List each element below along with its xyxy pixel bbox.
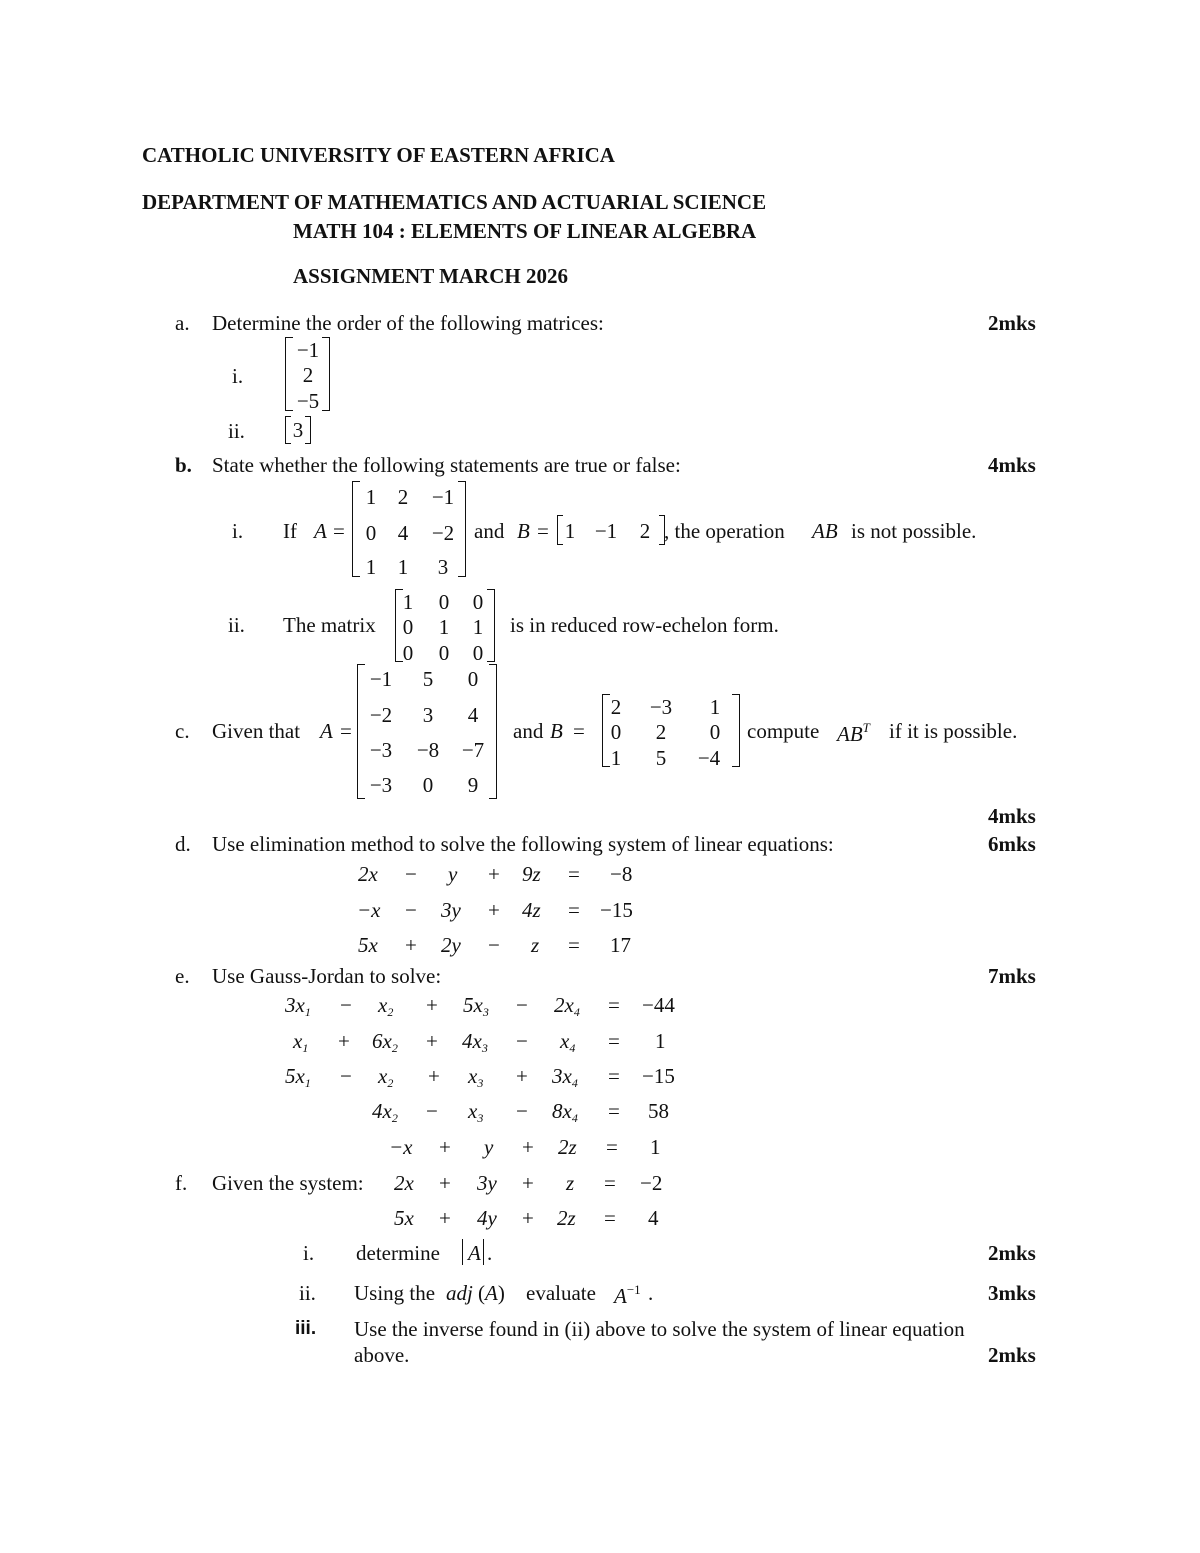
operator: − xyxy=(340,1064,352,1088)
question-a-ii-label: ii. xyxy=(228,419,245,443)
question-f-text: Given the system: xyxy=(212,1171,364,1195)
term: −x xyxy=(357,898,381,922)
term: $3x_1$ xyxy=(285,993,311,1019)
matrix-cell: 9 xyxy=(467,773,479,797)
matrix-c-B xyxy=(602,694,740,770)
matrix-cell: 2 xyxy=(397,485,409,509)
operator: = xyxy=(608,1029,620,1053)
term: 9z xyxy=(522,862,541,886)
term: 2x xyxy=(358,862,378,886)
question-d-text: Use elimination method to solve the following system of linear equations: xyxy=(212,832,834,856)
term: 5x xyxy=(358,933,378,957)
var-A: A xyxy=(485,1281,498,1305)
var-A: A xyxy=(468,1241,481,1265)
operator: − xyxy=(426,1099,438,1123)
question-f-i-marks: 2mks xyxy=(988,1241,1036,1265)
term: $5x_3$ xyxy=(463,993,489,1019)
constant: −15 xyxy=(600,898,633,922)
operator: = xyxy=(604,1171,616,1195)
matrix-b-i-A xyxy=(352,481,466,577)
matrix-cell: −7 xyxy=(461,738,485,762)
term: z xyxy=(566,1171,575,1195)
term: y xyxy=(484,1135,494,1159)
operator: + xyxy=(426,993,438,1017)
adj-symbol: adj xyxy=(446,1281,473,1305)
question-a-text: Determine the order of the following matrices: xyxy=(212,311,604,335)
operator: = xyxy=(568,933,580,957)
term: $5x_1$ xyxy=(285,1064,311,1090)
matrix-cell: −1 xyxy=(594,519,618,543)
question-d-marks: 6mks xyxy=(988,832,1036,856)
matrix-cell: 0 xyxy=(402,615,414,639)
word-and: and xyxy=(513,719,544,743)
matrix-cell: 0 xyxy=(709,720,721,744)
term: $x_2$ xyxy=(378,993,394,1019)
determinant-A xyxy=(461,1239,487,1265)
question-f-iii-line2: above. xyxy=(354,1343,410,1367)
question-b-i-if: If xyxy=(283,519,297,543)
term: $x_4$ xyxy=(560,1029,576,1055)
matrix-cell: −1 xyxy=(431,485,455,509)
term: $x_2$ xyxy=(378,1064,394,1090)
term: 2z xyxy=(558,1135,577,1159)
matrix-cell: −2 xyxy=(431,521,455,545)
question-a-label: a. xyxy=(175,311,190,335)
term: 2z xyxy=(557,1206,576,1230)
var-AB: AB xyxy=(837,722,863,746)
matrix-cell: 0 xyxy=(467,667,479,691)
term: y xyxy=(448,862,458,886)
operator: + xyxy=(428,1064,440,1088)
term: $x_3$ xyxy=(468,1064,484,1090)
operator: − xyxy=(488,933,500,957)
operator: − xyxy=(340,993,352,1017)
question-c-label: c. xyxy=(175,719,190,743)
adj-argument: (A) xyxy=(478,1281,505,1305)
matrix-cell: −2 xyxy=(369,703,393,727)
term: $x_1$ xyxy=(293,1029,309,1055)
matrix-cell: 1 xyxy=(365,555,377,579)
period: . xyxy=(487,1241,493,1265)
operator: + xyxy=(439,1135,451,1159)
matrix-cell: −3 xyxy=(369,738,393,762)
var-AB: AB xyxy=(812,519,838,543)
term: 3y xyxy=(441,898,461,922)
term: $6x_2$ xyxy=(372,1029,398,1055)
matrix-cell: 1 xyxy=(397,555,409,579)
operator: − xyxy=(516,1099,528,1123)
matrix-cell: 2 xyxy=(639,519,651,543)
question-b-ii-pre: The matrix xyxy=(283,613,376,637)
operator: + xyxy=(488,898,500,922)
operator: + xyxy=(338,1029,350,1053)
operator: − xyxy=(516,993,528,1017)
matrix-cell: 1 xyxy=(438,615,450,639)
operator: = xyxy=(604,1206,616,1230)
matrix-cell: 4 xyxy=(397,521,409,545)
operator: + xyxy=(522,1206,534,1230)
question-b-i-label: i. xyxy=(232,519,244,543)
question-f-ii-text: Using the xyxy=(354,1281,436,1305)
constant: −44 xyxy=(642,993,675,1017)
term: $2x_4$ xyxy=(554,993,580,1019)
question-b-ii-post: is in reduced row-echelon form. xyxy=(510,613,779,637)
matrix-cell: 0 xyxy=(438,590,450,614)
term: z xyxy=(531,933,540,957)
term: 2y xyxy=(441,933,461,957)
matrix-cell: 3 xyxy=(437,555,449,579)
var-AB-transpose xyxy=(837,721,870,745)
department-title: DEPARTMENT OF MATHEMATICS AND ACTUARIAL SCIENCE xyxy=(142,190,767,214)
equals-sign: = xyxy=(573,719,585,743)
inverse-superscript: −1 xyxy=(626,1282,641,1297)
constant: −8 xyxy=(610,862,633,886)
matrix-cell: −3 xyxy=(369,773,393,797)
operator: = xyxy=(608,1099,620,1123)
word-and: and xyxy=(474,519,505,543)
matrix-cell: 1 xyxy=(472,615,484,639)
term: 3y xyxy=(477,1171,497,1195)
matrix-cell: 2 xyxy=(302,363,314,387)
matrix-cell: 5 xyxy=(422,667,434,691)
matrix-a-ii xyxy=(285,416,311,444)
matrix-cell: 3 xyxy=(292,418,304,442)
operator: + xyxy=(516,1064,528,1088)
word-evaluate: evaluate xyxy=(526,1281,596,1305)
question-b-label: b. xyxy=(175,453,192,477)
question-f-ii-marks: 3mks xyxy=(988,1281,1036,1305)
question-b-marks: 4mks xyxy=(988,453,1036,477)
operator: + xyxy=(426,1029,438,1053)
matrix-a-i xyxy=(285,337,330,411)
matrix-cell: 1 xyxy=(709,695,721,719)
question-c-marks: 4mks xyxy=(988,804,1036,828)
operator: + xyxy=(439,1206,451,1230)
matrix-cell: 2 xyxy=(655,720,667,744)
question-e-label: e. xyxy=(175,964,190,988)
var-A: A xyxy=(614,1284,627,1308)
constant: −15 xyxy=(642,1064,675,1088)
equals-sign: = xyxy=(333,519,345,543)
term: $4x_3$ xyxy=(462,1029,488,1055)
term: $3x_4$ xyxy=(552,1064,578,1090)
constant: 1 xyxy=(655,1029,666,1053)
question-b-text: State whether the following statements are true or false: xyxy=(212,453,681,477)
operator: = xyxy=(608,993,620,1017)
operator: − xyxy=(405,898,417,922)
matrix-cell: 0 xyxy=(610,720,622,744)
operator: + xyxy=(522,1135,534,1159)
question-b-ii-label: ii. xyxy=(228,613,245,637)
term: −x xyxy=(389,1135,413,1159)
var-B: B xyxy=(517,519,530,543)
operator: + xyxy=(405,933,417,957)
question-c-tail: if it is possible. xyxy=(889,719,1018,743)
equals-sign: = xyxy=(537,519,549,543)
question-e-text: Use Gauss-Jordan to solve: xyxy=(212,964,442,988)
matrix-cell: −5 xyxy=(296,389,320,413)
matrix-cell: 1 xyxy=(402,590,414,614)
matrix-cell: −1 xyxy=(296,338,320,362)
matrix-cell: 4 xyxy=(467,703,479,727)
operation-text: , the operation xyxy=(664,519,785,543)
question-f-iii-line1: Use the inverse found in (ii) above to solve the system of linear equation xyxy=(354,1317,965,1341)
question-f-i-label: i. xyxy=(303,1241,315,1265)
constant: 17 xyxy=(610,933,631,957)
matrix-b-i-B xyxy=(557,515,665,545)
matrix-cell: 2 xyxy=(610,695,622,719)
period: . xyxy=(648,1281,654,1305)
constant: 4 xyxy=(648,1206,659,1230)
question-d-label: d. xyxy=(175,832,191,856)
question-f-i-text: determine xyxy=(356,1241,440,1265)
operator: − xyxy=(516,1029,528,1053)
operator: = xyxy=(568,898,580,922)
term: 5x xyxy=(394,1206,414,1230)
var-A: A xyxy=(320,719,333,743)
not-possible-text: is not possible. xyxy=(851,519,977,543)
operator: + xyxy=(488,862,500,886)
term: 4y xyxy=(477,1206,497,1230)
matrix-cell: −8 xyxy=(416,738,440,762)
assignment-title: ASSIGNMENT MARCH 2026 xyxy=(293,264,568,288)
matrix-cell: 3 xyxy=(422,703,434,727)
matrix-cell: −4 xyxy=(697,746,721,770)
constant: −2 xyxy=(640,1171,663,1195)
matrix-cell: 0 xyxy=(365,521,377,545)
matrix-cell: 0 xyxy=(422,773,434,797)
constant: 1 xyxy=(650,1135,661,1159)
matrix-cell: −1 xyxy=(369,667,393,691)
matrix-cell: 1 xyxy=(610,746,622,770)
question-f-iii-marks: 2mks xyxy=(988,1343,1036,1367)
var-B: B xyxy=(550,719,563,743)
question-e-marks: 7mks xyxy=(988,964,1036,988)
matrix-c-A xyxy=(357,664,497,799)
university-title: CATHOLIC UNIVERSITY OF EASTERN AFRICA xyxy=(142,143,615,167)
question-f-iii-label: iii. xyxy=(295,1318,317,1339)
operator: + xyxy=(522,1171,534,1195)
equals-sign: = xyxy=(340,719,352,743)
var-A-inverse xyxy=(614,1283,641,1307)
matrix-cell: 1 xyxy=(564,519,576,543)
term: $8x_4$ xyxy=(552,1099,578,1125)
constant: 58 xyxy=(648,1099,669,1123)
question-f-ii-label: ii. xyxy=(299,1281,316,1305)
transpose-superscript: T xyxy=(862,720,870,735)
matrix-cell: 0 xyxy=(438,641,450,665)
operator: − xyxy=(405,862,417,886)
term: $4x_2$ xyxy=(372,1099,398,1125)
operator: + xyxy=(439,1171,451,1195)
course-title: MATH 104 : ELEMENTS OF LINEAR ALGEBRA xyxy=(293,219,757,243)
matrix-cell: 0 xyxy=(402,641,414,665)
question-c-pre: Given that xyxy=(212,719,301,743)
term: 2x xyxy=(394,1171,414,1195)
matrix-cell: 0 xyxy=(472,641,484,665)
term: $x_3$ xyxy=(468,1099,484,1125)
question-a-marks: 2mks xyxy=(988,311,1036,335)
matrix-cell: 0 xyxy=(472,590,484,614)
operator: = xyxy=(606,1135,618,1159)
operator: = xyxy=(568,862,580,886)
matrix-cell: 1 xyxy=(365,485,377,509)
question-f-label: f. xyxy=(175,1171,188,1195)
operator: = xyxy=(608,1064,620,1088)
matrix-cell: 5 xyxy=(655,746,667,770)
term: 4z xyxy=(522,898,541,922)
question-a-i-label: i. xyxy=(232,364,244,388)
var-A: A xyxy=(314,519,327,543)
word-compute: compute xyxy=(747,719,820,743)
matrix-b-ii xyxy=(395,589,495,665)
matrix-cell: −3 xyxy=(649,695,673,719)
